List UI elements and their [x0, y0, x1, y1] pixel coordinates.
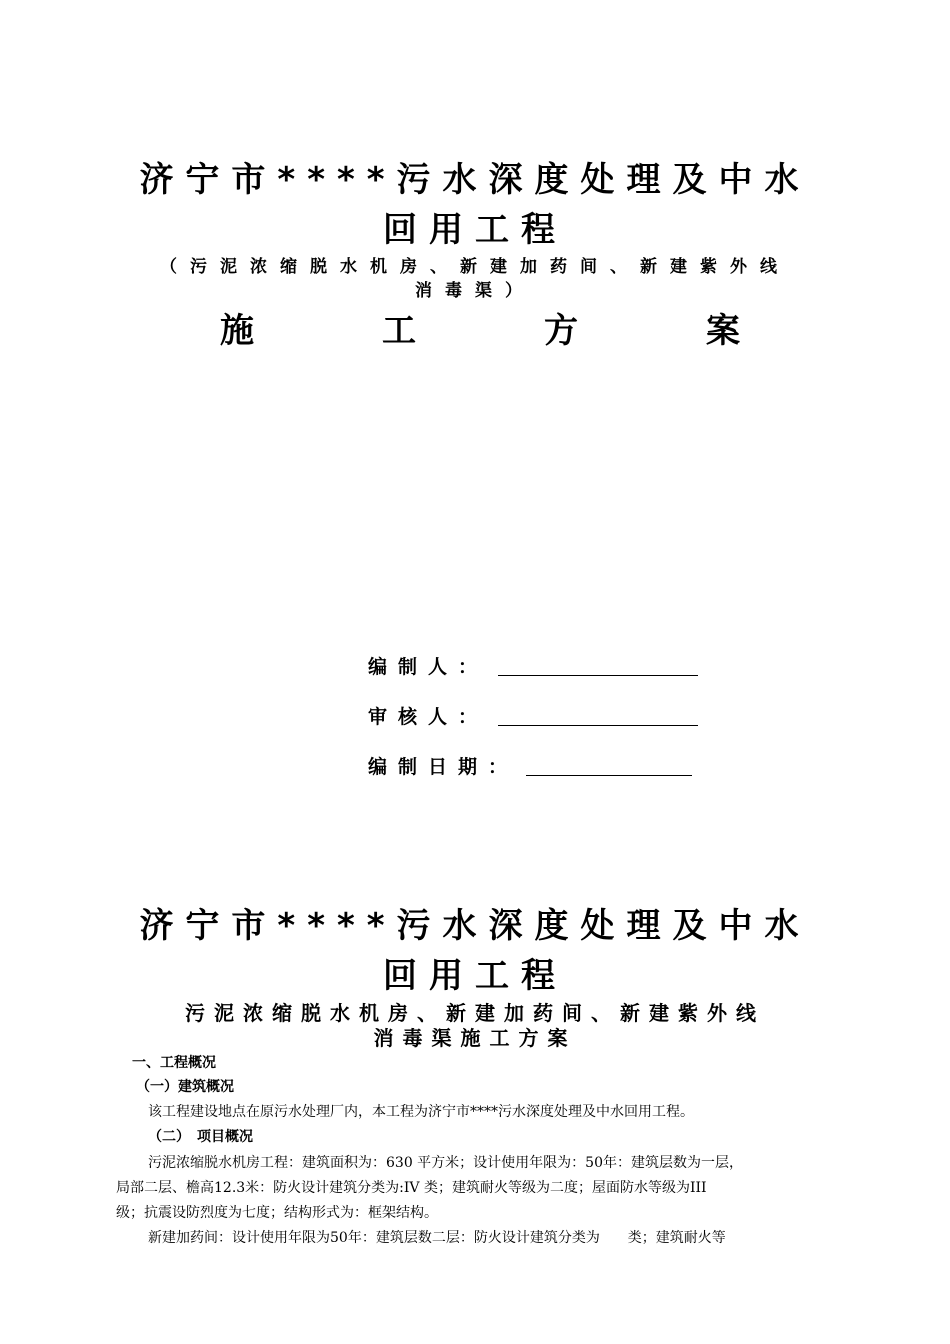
reviewer-field[interactable]	[498, 705, 698, 726]
body-subtitle-line2: 消毒渠施工方案	[373, 1026, 577, 1050]
paragraph: 该工程建设地点在原污水处理厂内，本工程为济宁市****污水深度处理及中水回用工程。	[148, 1104, 694, 1120]
cover-title-line2: 回用工程	[383, 210, 567, 250]
compiler-label: 编制人：	[368, 656, 489, 678]
reviewer-label: 审核人：	[368, 706, 489, 728]
date-label: 编制日期：	[368, 756, 519, 778]
plan-char: 案	[706, 311, 740, 351]
subsection-heading: （一）建筑概况	[136, 1079, 234, 1095]
paragraph: 污泥浓缩脱水机房工程：建筑面积为：630 平方米；设计使用年限为：50年：建筑层数为一层，	[148, 1155, 743, 1171]
paragraph: 级；抗震设防烈度为七度；结构形式为：框架结构。	[116, 1205, 438, 1221]
body-title-line1: 济宁市****污水深度处理及中水	[139, 906, 811, 946]
body-title-line2: 回用工程	[383, 956, 567, 996]
plan-char: 施	[220, 311, 254, 351]
compiler-row	[368, 650, 698, 680]
compiler-field[interactable]	[498, 655, 698, 676]
cover-subtitle-line1: （污泥浓缩脱水机房、新建加药间、新建紫外线	[160, 257, 790, 277]
cover-plan-title	[220, 311, 740, 351]
reviewer-row	[368, 700, 698, 730]
date-field[interactable]	[526, 755, 692, 776]
plan-char: 工	[382, 311, 416, 351]
subsection-heading: （二） 项目概况	[148, 1129, 253, 1145]
plan-char: 方	[544, 311, 578, 351]
section-heading: 一、工程概况	[132, 1055, 216, 1071]
cover-subtitle-line2: 消毒渠）	[415, 281, 535, 301]
date-row	[368, 750, 692, 780]
cover-title-line1: 济宁市****污水深度处理及中水	[139, 160, 811, 200]
body-subtitle-line1: 污泥浓缩脱水机房、新建加药间、新建紫外线	[185, 1001, 765, 1025]
paragraph: 局部二层、檐高12.3米：防火设计建筑分类为:IV 类；建筑耐火等级为二度；屋面防水等级为III	[116, 1180, 707, 1196]
paragraph: 新建加药间：设计使用年限为50年：建筑层数二层：防火设计建筑分类为 类；建筑耐火等	[148, 1230, 726, 1246]
